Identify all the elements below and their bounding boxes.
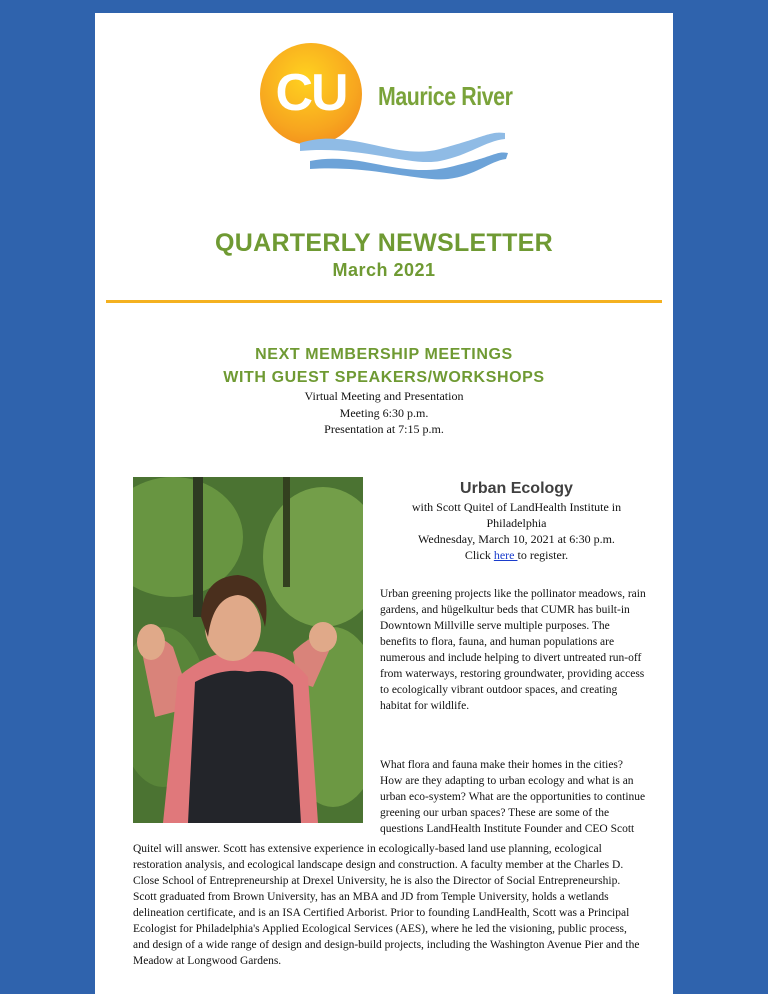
meeting-format: Virtual Meeting and Presentation [304, 389, 464, 403]
body-paragraph-1: Urban greening projects like the pollinator meadows, rain gardens, and hügelkultur beds that CUMR has built-in Downtown Millville serve multiple purposes. The benefits to flora, fauna, and human populations are numerous and include helping to divert untreated run-off from waterways, restoring groundwater, providing access to ecologically vibrant outdoor spaces, and creating habitat for wildlife. [380, 588, 646, 712]
presentation-time: Presentation at 7:15 p.m. [324, 422, 444, 436]
body-paragraph-2: What flora and fauna make their homes in the cities? How are they adapting to urban ecology and what is an urban eco-system? What are the opportunities to continue greening our urban spaces? These are some of the questions LandHealth Institute Founder and CEO Scott [380, 759, 646, 835]
logo-mark: CU [275, 64, 347, 122]
newsletter-title: QUARTERLY NEWSLETTER [215, 229, 553, 257]
speaker-photo [133, 477, 363, 823]
meetings-heading-line2: WITH GUEST SPEAKERS/WORKSHOPS [223, 369, 545, 386]
event-title: Urban Ecology [460, 480, 573, 497]
river-waves-icon [300, 121, 510, 183]
divider [106, 300, 662, 303]
newsletter-date: March 2021 [332, 260, 436, 280]
register-prefix: Click [464, 548, 494, 562]
body-paragraph-3: Quitel will answer. Scott has extensive experience in ecologically-based land use planning, ecological restoration analysis, and ecological landscape design and construction. A faculty member at the Charles D. Close School of Entrepreneurship at Drexel University, he is also the Director of Social Entrepreneurship. Scott graduated from Brown University, has an MBA and JD from Temple University, holds a wetlands delineation certificate, and is an ISA Certified Arborist. Prior to founding LandHealth, Scott was a Principal Ecologist for Philadelphia's Applied Ecological Services (AES), where he led the visioning, public process, and design of a wide range of design and design-build projects, including the Washington Avenue Pier and the Meadow at Longwood Gardens. [133, 843, 640, 967]
register-link[interactable]: here [493, 548, 518, 562]
meeting-time: Meeting 6:30 p.m. [339, 406, 429, 420]
register-line [375, 547, 658, 563]
event-speaker-line2: Philadelphia [486, 516, 547, 530]
cu-maurice-river-logo [260, 43, 513, 183]
event-datetime: Wednesday, March 10, 2021 at 6:30 p.m. [418, 532, 615, 546]
event-header [375, 479, 658, 563]
meetings-heading-line1: NEXT MEMBERSHIP MEETINGS [255, 346, 513, 363]
register-suffix: to register. [517, 548, 569, 562]
event-speaker-line1: with Scott Quitel of LandHealth Institute in [411, 500, 622, 514]
logo-text: Maurice River [378, 81, 513, 111]
newsletter-page [95, 13, 673, 994]
